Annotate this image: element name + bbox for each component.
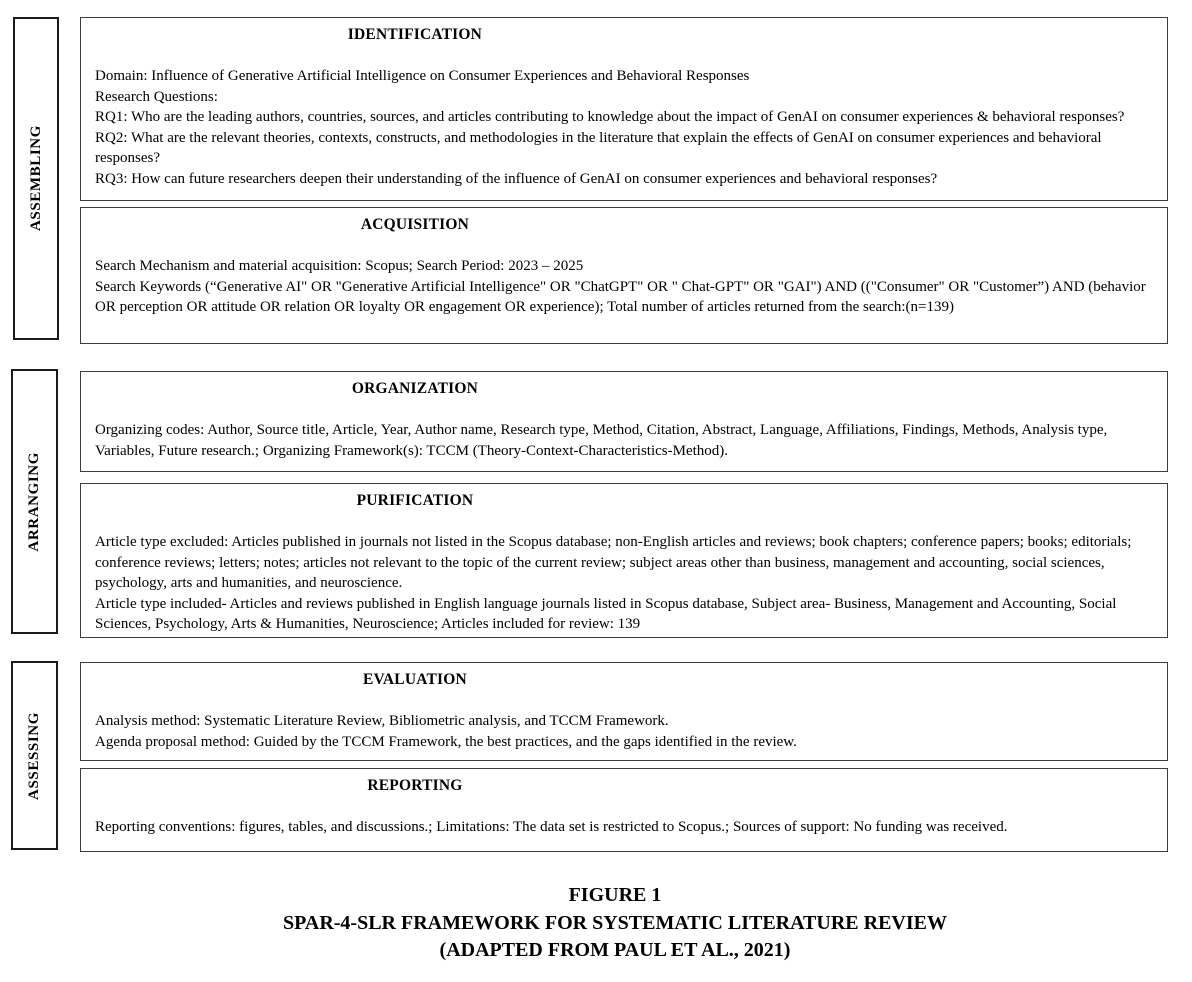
stage-label-arranging: ARRANGING bbox=[26, 451, 42, 552]
purification-box bbox=[80, 483, 1168, 638]
acquisition-mechanism-line: Search Mechanism and material acquisition: Scopus; Search Period: 2023 – 2025 bbox=[95, 258, 584, 274]
figure-caption bbox=[38, 882, 1192, 965]
evaluation-title: EVALUATION bbox=[362, 671, 467, 688]
identification-body bbox=[81, 44, 1167, 189]
identification-rq2: RQ2: What are the relevant theories, contexts, constructs, and methodologies in the literature that explain the effects of GenAI on consumer experiences and behavioral responses? bbox=[95, 129, 1102, 166]
caption-figure-number: FIGURE 1 bbox=[568, 884, 662, 906]
acquisition-body bbox=[81, 234, 1167, 318]
identification-rq-heading: Research Questions: bbox=[95, 88, 218, 105]
stage-box-assembling bbox=[13, 17, 59, 340]
reporting-box bbox=[80, 768, 1168, 852]
evaluation-body bbox=[81, 689, 1167, 752]
purification-body bbox=[81, 510, 1167, 635]
organization-box bbox=[80, 371, 1168, 472]
caption-figure-title: SPAR-4-SLR FRAMEWORK FOR SYSTEMATIC LITERATURE REVIEW bbox=[283, 911, 947, 934]
stage-box-assessing bbox=[11, 661, 58, 850]
acquisition-keywords-line: Search Keywords (“Generative AI" OR "Generative Artificial Intelligence" OR "ChatGPT" OR " Chat-GPT" OR "GAI") AND (("Consumer" OR "Customer”) AND (behavior OR perception OR attitude OR relation OR loyalty OR engagement OR experience); Total number of articles returned from the search:(n=139) bbox=[95, 278, 1146, 315]
evaluation-agenda-line: Agenda proposal method: Guided by the TCCM Framework, the best practices, and the gaps identified in the review. bbox=[95, 733, 797, 750]
caption-figure-source: (ADAPTED FROM PAUL ET AL., 2021) bbox=[439, 939, 791, 961]
organization-title: ORGANIZATION bbox=[351, 380, 478, 397]
evaluation-box bbox=[80, 662, 1168, 761]
stage-label-assessing: ASSESSING bbox=[26, 711, 42, 800]
reporting-title: REPORTING bbox=[367, 777, 463, 794]
reporting-conventions-line: Reporting conventions: figures, tables, and discussions.; Limitations: The data set is restricted to Scopus.; Sources of support: No funding was received. bbox=[95, 819, 1008, 835]
organization-codes-line: Organizing codes: Author, Source title, Article, Year, Author name, Research type, Method, Citation, Abstract, Language, Affiliations, Findings, Methods, Analysis type, Variables, Future research.; Organizing Framework(s): TCCM (Theory-Context-Characteristics-Method). bbox=[95, 422, 1108, 459]
purification-excluded-line: Article type excluded: Articles published in journals not listed in the Scopus database; non-English articles and reviews; book chapters; conference papers; books; editorials; conference reviews; letters; notes; articles not relevant to the topic of the current review; subject areas other than business, management and accounting, social sciences, psychology, arts and humanities, and neuroscience. bbox=[95, 534, 1132, 591]
acquisition-box bbox=[80, 207, 1168, 344]
stage-box-arranging bbox=[11, 369, 58, 634]
acquisition-title: ACQUISITION bbox=[360, 216, 470, 233]
reporting-body bbox=[81, 795, 1167, 838]
identification-box bbox=[80, 17, 1168, 201]
identification-rq1: RQ1: Who are the leading authors, countries, sources, and articles contributing to knowledge about the impact of GenAI on consumer experiences & behavioral responses? bbox=[95, 109, 1125, 125]
purification-included-line: Article type included- Articles and reviews published in English language journals listed in Scopus database, Subject area- Business, Management and Accounting, Social Sciences, Psychology, Arts & Humanities, Neuroscience; Articles included for review: 139 bbox=[95, 595, 1117, 632]
evaluation-analysis-line: Analysis method: Systematic Literature Review, Bibliometric analysis, and TCCM Framework. bbox=[95, 713, 669, 729]
identification-rq3: RQ3: How can future researchers deepen their understanding of the influence of GenAI on consumer experiences and behavioral responses? bbox=[95, 170, 938, 187]
identification-title: IDENTIFICATION bbox=[347, 26, 483, 43]
identification-domain-line: Domain: Influence of Generative Artificial Intelligence on Consumer Experiences and Behavioral Responses bbox=[95, 68, 750, 84]
stage-label-assembling: ASSEMBLING bbox=[27, 125, 44, 232]
organization-body bbox=[81, 398, 1167, 461]
purification-title: PURIFICATION bbox=[356, 492, 474, 509]
